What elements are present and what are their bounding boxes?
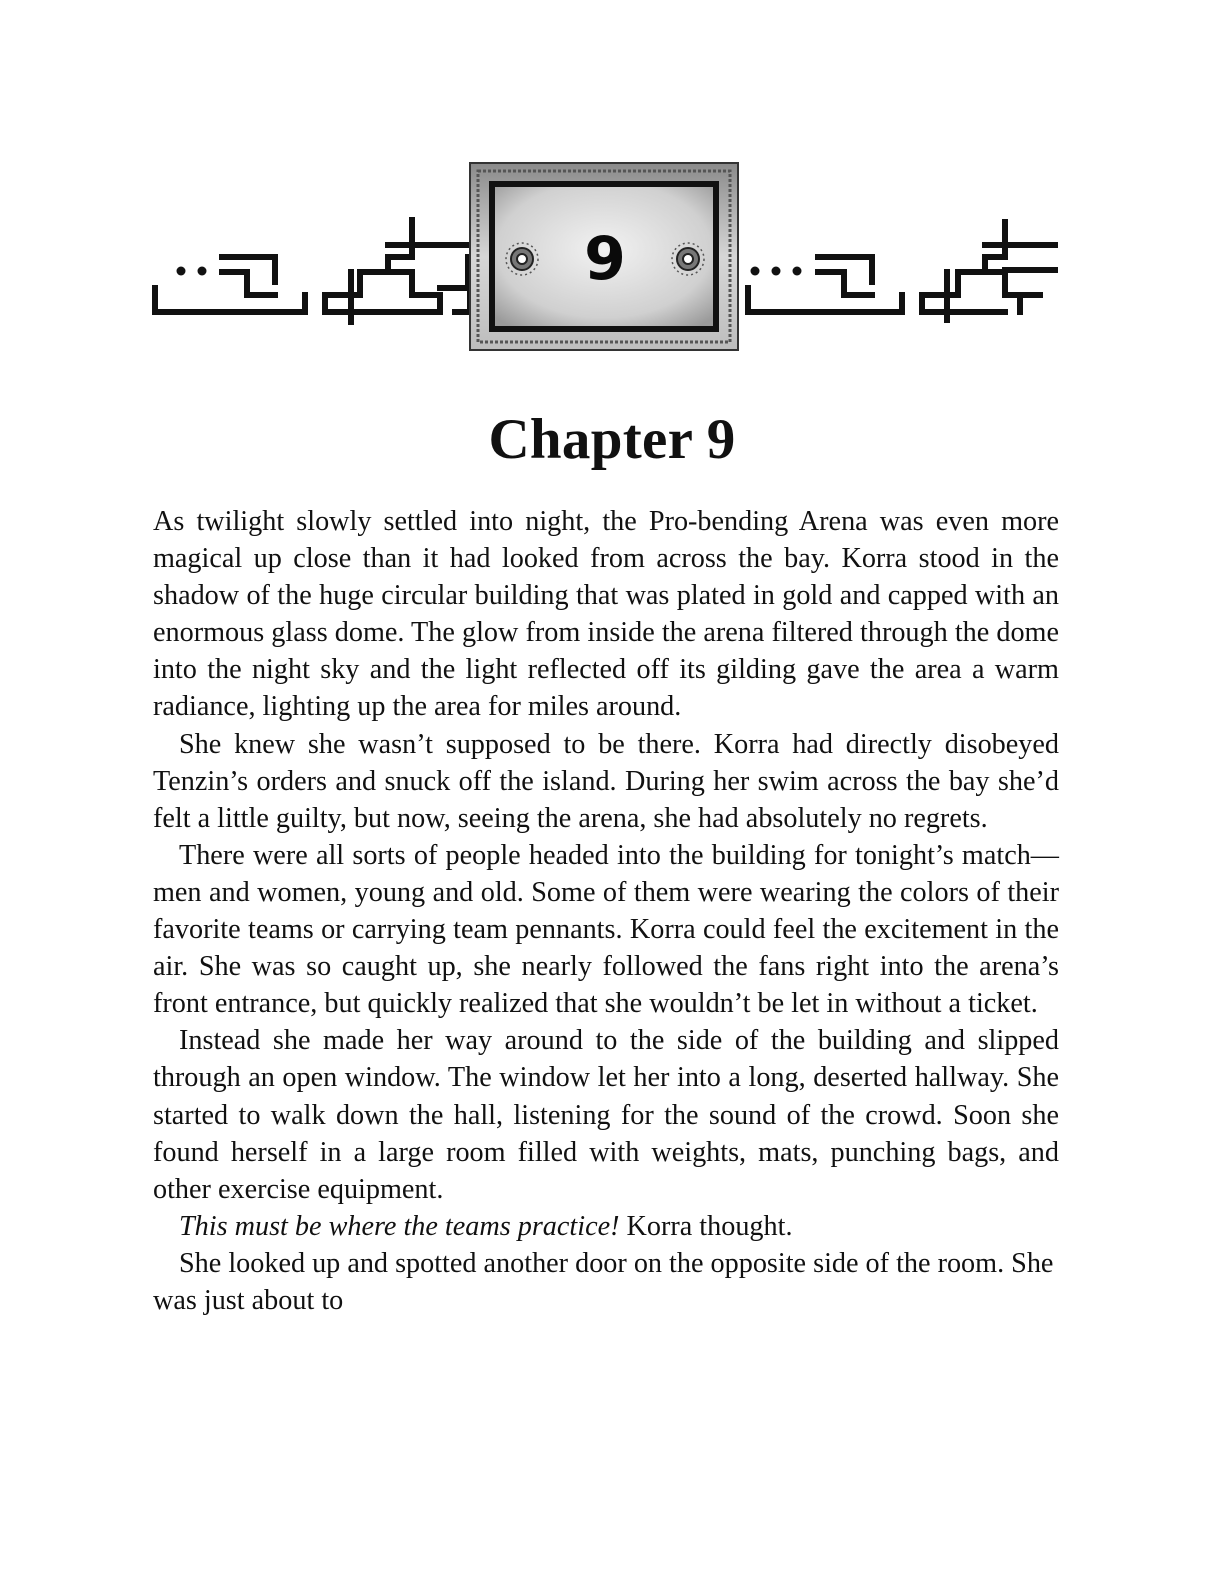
right-meander-icon (748, 222, 1055, 320)
paragraph: As twilight slowly settled into night, the Pro-bending Arena was even more magical up close than it had looked from across the bay. Korra stood in the shadow of the huge circular building that was plated in gold and capped with an enormous glass dome. The glow from inside the arena filtered through the dome into the night sky and the light reflected off its gilding gave the area a warm radiance, lighting up the area for miles around. (153, 506, 1059, 723)
paragraph: Instead she made her way around to the side of the building and slipped through an open window. The window let her into a long, deserted hallway. She started to walk down the hall, listening for the sound of the crowd. Soon she found herself in a large room filled with weights, mats, punching bags, and other exercise equipment. (153, 1025, 1059, 1205)
italic-thought: This must be where the teams practice! (179, 1210, 620, 1242)
thought-tag: Korra thought. (619, 1210, 793, 1242)
paragraph: She knew she wasn’t supposed to be there. Korra had directly disobeyed Tenzin’s orders and snuck off the island. During her swim across the bay she’d felt a little guilty, but now, seeing the arena, she had absolutely no regrets. (153, 728, 1059, 834)
paragraph: There were all sorts of people headed into the building for tonight’s match—men and women, young and old. Some of them were wearing the colors of their favorite teams or carrying team pennants. Korra could feel the excitement in the air. She was so caught up, she nearly followed the fans right into the arena’s front entrance, but quickly realized that she wouldn’t be let in without a ticket. (153, 839, 1059, 1020)
chapter-number-badge: 9 (584, 224, 626, 294)
paragraph: She looked up and spotted another door on the opposite side of the room. She was just about to (153, 1247, 1054, 1316)
chapter-number-plaque (470, 163, 738, 350)
chapter-body (153, 503, 1059, 1319)
chapter-title: Chapter 9 (488, 408, 736, 471)
paragraph (153, 1208, 1059, 1245)
left-meander-icon (155, 220, 470, 322)
chapter-ornament (150, 160, 1060, 355)
